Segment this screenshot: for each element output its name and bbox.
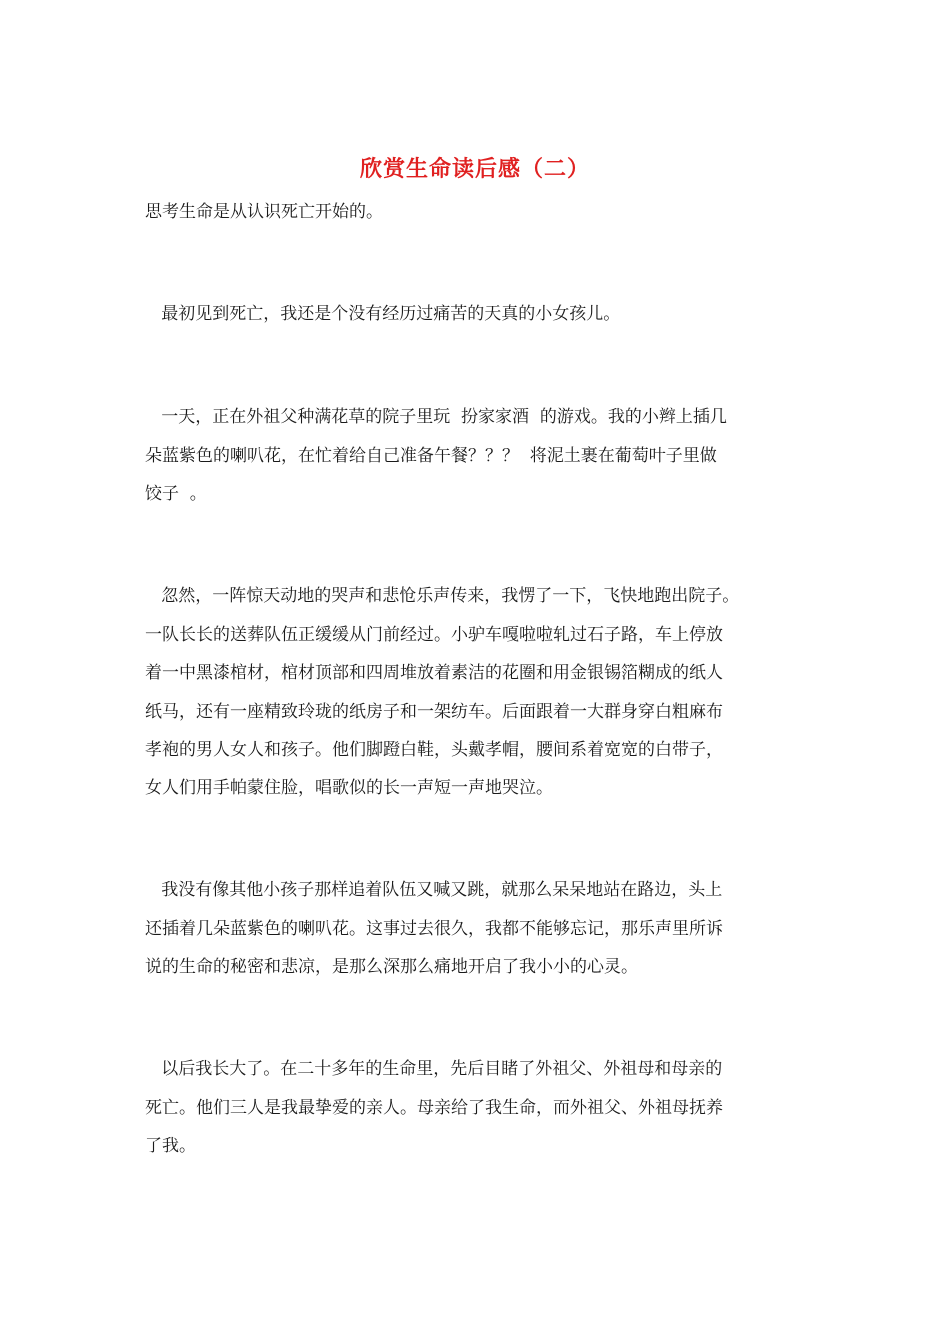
text-line: 说的生命的秘密和悲凉，是那么深那么痛地开启了我小小的心灵。	[145, 957, 638, 977]
text-line: 我没有像其他小孩子那样追着队伍又喊又跳，就那么呆呆地站在路边，头上	[145, 880, 723, 900]
text-line: 死亡。他们三人是我最挚爱的亲人。母亲给了我生命，而外祖父、外祖母抚养	[145, 1098, 723, 1118]
text-line: 纸马，还有一座精致玲珑的纸房子和一架纺车。后面跟着一大群身穿白粗麻布	[145, 702, 723, 722]
text-line: 孝袍的男人女人和孩子。他们脚蹬白鞋，头戴孝帽，腰间系着宽宽的白带子，	[145, 740, 723, 760]
text-line: 女人们用手帕蒙住脸，唱歌似的长一声短一声地哭泣。	[145, 778, 553, 798]
text-line: 忽然，一阵惊天动地的哭声和悲怆乐声传来，我愣了一下，飞快地跑出院子。	[145, 586, 740, 606]
text-line: 以后我长大了。在二十多年的生命里，先后目睹了外祖父、外祖母和母亲的	[145, 1059, 723, 1079]
text-line: 思考生命是从认识死亡开始的。	[145, 202, 383, 222]
text-line: 一天，正在外祖父种满花草的院子里玩 扮家家酒 的游戏。我的小辫上插几	[145, 407, 727, 427]
document-title: 欣赏生命读后感（二）	[359, 156, 590, 182]
text-line: 一队长长的送葬队伍正缓缓从门前经过。小驴车嘎啦啦轧过石子路，车上停放	[145, 625, 723, 645]
text-line: 最初见到死亡，我还是个没有经历过痛苦的天真的小女孩儿。	[145, 304, 621, 324]
text-line: 了我。	[145, 1136, 196, 1156]
text-line: 还插着几朵蓝紫色的喇叭花。这事过去很久，我都不能够忘记，那乐声里所诉	[145, 919, 723, 939]
text-line: 朵蓝紫色的喇叭花，在忙着给自己准备午餐？？？ 将泥土裹在葡萄叶子里做	[145, 446, 717, 466]
text-line: 饺子 。	[145, 484, 207, 504]
text-line: 着一中黑漆棺材，棺材顶部和四周堆放着素洁的花圈和用金银锡箔糊成的纸人	[145, 663, 723, 683]
